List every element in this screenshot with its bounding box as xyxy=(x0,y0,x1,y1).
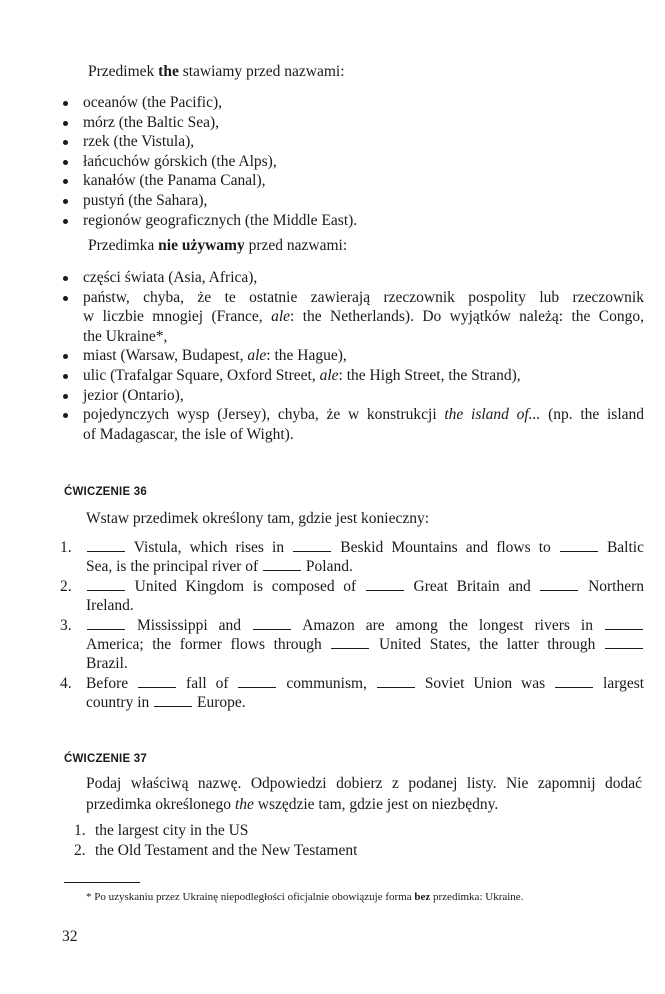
answer-blank[interactable] xyxy=(293,538,331,552)
page-number: 32 xyxy=(62,928,78,945)
exercise-37-list xyxy=(74,821,357,861)
list-item: ulic (Trafalgar Square, Oxford Street, ale: the High Street, the Strand), xyxy=(60,366,644,386)
answer-blank[interactable] xyxy=(87,577,125,591)
list-item: 1. the largest city in the US xyxy=(74,822,249,839)
exercise-item: 4. Before fall of communism, Soviet Union was largest country in Europe. xyxy=(60,674,645,712)
section1-intro: Przedimek the stawiamy przed nazwami: xyxy=(88,63,345,80)
answer-blank[interactable] xyxy=(377,674,415,688)
section1-list xyxy=(60,93,644,230)
bold-nie-uzywamy: nie używamy xyxy=(158,237,245,254)
list-item: państw, chyba, że te ostatnie zawierają rzeczownik pospolity lub rzeczownik w liczbie mnogiej (France, ale: the Netherlands). Do wyjątków należą: the Congo, the Ukraine*, xyxy=(60,288,644,347)
exercise-item: 3. Mississippi and Amazon are among the longest rivers in America; the former flows through United States, the latter through Brazil. xyxy=(60,616,644,674)
list-item: pustyń (the Sahara), xyxy=(60,191,644,211)
list-item: kanałów (the Panama Canal), xyxy=(60,171,644,191)
answer-blank[interactable] xyxy=(366,577,404,591)
list-item: 2. the Old Testament and the New Testament xyxy=(74,842,358,859)
list-item: pojedynczych wysp (Jersey), chyba, że w konstrukcji the island of... (np. the island of Madagascar, the isle of Wight). xyxy=(60,405,644,444)
exercise-item: 2. United Kingdom is composed of Great Britain and Northern Ireland. xyxy=(60,577,645,615)
list-item: jezior (Ontario), xyxy=(60,386,644,406)
bold-the: the xyxy=(158,63,179,80)
exercise-37-instruction: Podaj właściwą nazwę. Odpowiedzi dobierz z podanej listy. Nie zapomnij dodać przedimka określonego the wszędzie tam, gdzie jest on niezbędny. xyxy=(86,775,642,813)
answer-blank[interactable] xyxy=(238,674,276,688)
list-item: rzek (the Vistula), xyxy=(60,132,644,152)
answer-blank[interactable] xyxy=(560,538,598,552)
exercise-36-heading: ĆWICZENIE 36 xyxy=(64,486,147,498)
exercise-36-instruction: Wstaw przedimek określony tam, gdzie jest konieczny: xyxy=(86,510,430,527)
exercise-37-heading: ĆWICZENIE 37 xyxy=(64,753,147,765)
exercise-item: 1. Vistula, which rises in Beskid Mountains and flows to Baltic Sea, is the principal river of Poland. xyxy=(60,539,644,576)
answer-blank[interactable] xyxy=(540,577,578,591)
answer-blank[interactable] xyxy=(605,635,643,649)
answer-blank[interactable] xyxy=(87,616,125,630)
list-item: części świata (Asia, Africa), xyxy=(60,268,644,288)
list-item: regionów geograficznych (the Middle East). xyxy=(60,211,644,231)
answer-blank[interactable] xyxy=(154,693,192,707)
answer-blank[interactable] xyxy=(331,635,369,649)
footnote: * Po uzyskaniu przez Ukrainę niepodległości oficjalnie obowiązuje forma bez przedimka: Ukraine. xyxy=(86,891,524,903)
answer-blank[interactable] xyxy=(138,674,176,688)
section2-intro: Przedimka nie używamy przed nazwami: xyxy=(88,237,348,254)
answer-blank[interactable] xyxy=(605,616,643,630)
list-item: miast (Warsaw, Budapest, ale: the Hague), xyxy=(60,346,644,366)
answer-blank[interactable] xyxy=(263,557,301,571)
answer-blank[interactable] xyxy=(555,674,593,688)
list-item: mórz (the Baltic Sea), xyxy=(60,113,644,133)
exercise-36-list xyxy=(60,538,644,713)
answer-blank[interactable] xyxy=(87,538,125,552)
footnote-divider xyxy=(64,882,140,883)
list-item: łańcuchów górskich (the Alps), xyxy=(60,152,644,172)
answer-blank[interactable] xyxy=(253,616,291,630)
list-item: oceanów (the Pacific), xyxy=(60,93,644,113)
section2-list xyxy=(60,268,644,444)
